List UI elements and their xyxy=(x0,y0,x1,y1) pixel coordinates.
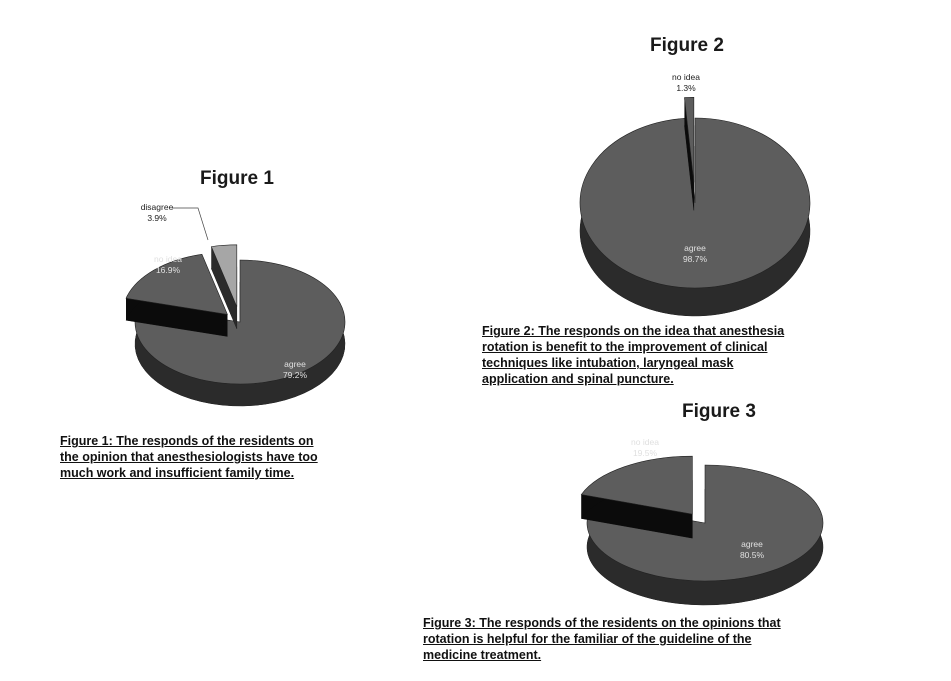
leader-line xyxy=(172,208,208,240)
slice-label-agree: agree xyxy=(284,359,306,369)
figure-3-title: Figure 3 xyxy=(682,401,756,422)
slice-value-no-idea: 1.3% xyxy=(676,83,696,93)
figure-2-pie-chart xyxy=(550,68,850,328)
figure-3-caption: Figure 3: The responds of the residents on the opinions that rotation is helpful for the familiar of the guideline of the medicine treatment. xyxy=(423,616,781,662)
figure-1-caption: Figure 1: The responds of the residents on the opinion that anesthesiologists have too much work and insufficient family time. xyxy=(60,434,318,480)
figure-1-pie-chart xyxy=(110,202,410,432)
slice-label-no-idea: no idea xyxy=(154,254,182,264)
slice-label-disagree: disagree xyxy=(140,202,174,212)
slice-value-agree: 79.2% xyxy=(282,370,308,380)
figure-2-caption: Figure 2: The responds on the idea that anesthesia rotation is benefit to the improvement of clinical techniques like intubation, laryngeal mask application and spinal puncture. xyxy=(482,324,785,386)
slice-value-agree: 98.7% xyxy=(682,254,708,264)
figure-3-pie-chart xyxy=(560,435,860,615)
slice-value-disagree: 3.9% xyxy=(147,213,167,223)
slice-value-no-idea: 16.9% xyxy=(155,265,181,275)
pie-slice-agree xyxy=(580,118,810,316)
slice-label-agree: agree xyxy=(684,243,706,253)
figure-2-title: Figure 2 xyxy=(650,35,724,56)
slice-label-no-idea: no idea xyxy=(631,437,659,447)
slice-value-no-idea: 19.5% xyxy=(632,448,658,458)
figure-1-title: Figure 1 xyxy=(200,168,274,189)
slice-label-agree: agree xyxy=(741,539,763,549)
slice-value-agree: 80.5% xyxy=(739,550,765,560)
slice-label-no-idea: no idea xyxy=(672,72,700,82)
